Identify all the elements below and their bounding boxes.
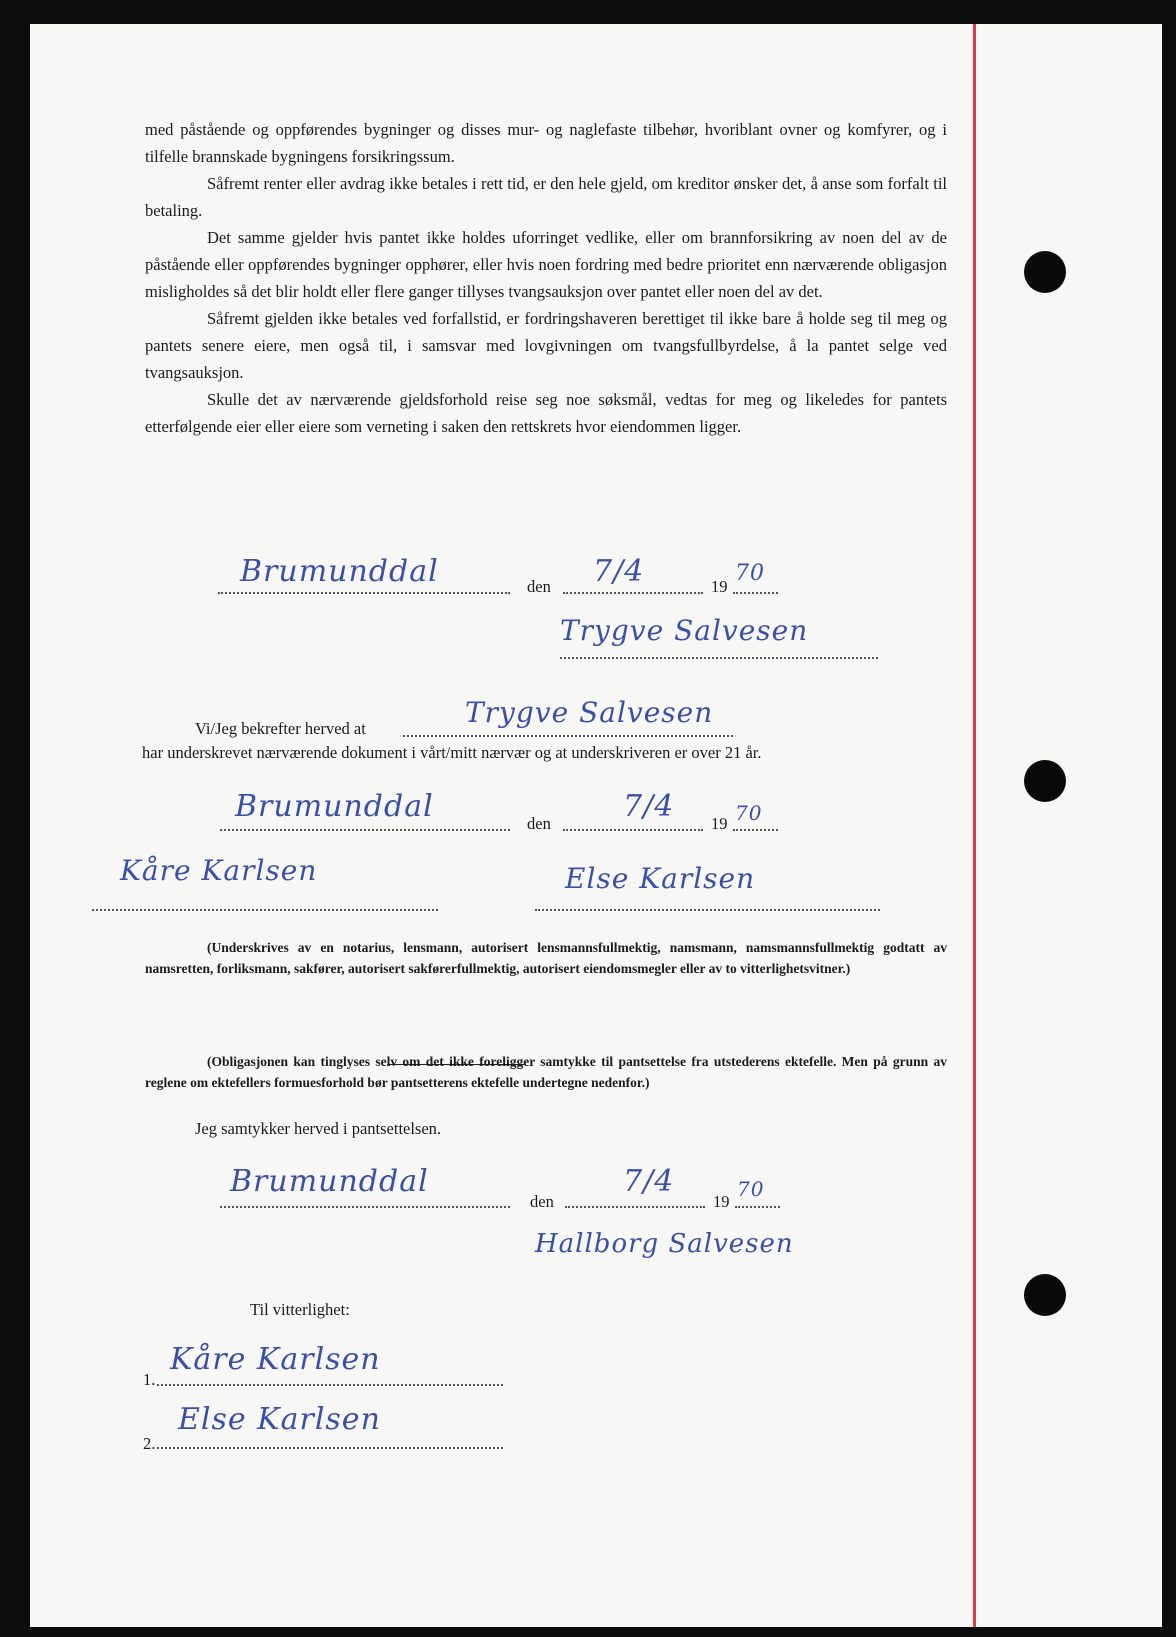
witness-number: 1. [143,1370,156,1389]
witness-signature-left: Kåre Karlsen [120,854,318,887]
punch-hole [1024,760,1066,802]
consent-label: Jeg samtykker herved i pantsettelsen. [195,1119,442,1138]
signature: Trygve Salvesen [560,614,809,647]
note-text: (Underskrives av en notarius, lensmann, autorisert lensmannsfullmektig, namsmann, namsmannsfullmektig godtatt av namsretten, forliksmann, sakfører, autorisert sakførerfullmektig, autorisert eiendomsmegler eller av to vitterlighetsvitner.) [145,940,947,976]
year-prefix: 19 [711,577,728,596]
paragraph: Såfremt renter eller avdrag ikke betales i rett tid, er den hele gjeld, om kreditor ønsker det, å anse som forfalt til betaling. [145,174,947,220]
consent-signature: Hallborg Salvesen [535,1229,794,1259]
witness-title: Til vitterlighet: [250,1300,350,1319]
document-page [30,24,1162,1627]
year-prefix: 19 [711,814,728,833]
year-handwritten: 70 [735,561,765,586]
signature-line [560,657,878,659]
confirm-text: har underskrevet nærværende dokument i vårt/mitt nærvær og at underskriveren er over 21 år. [142,743,762,762]
date-handwritten: 7/4 [623,789,675,824]
paragraph: Skulle det av nærværende gjeldsforhold reise seg noe søksmål, vedtas for meg og likeledes for pantets etterfølgende eier eller eiere som verneting i saken den rettskrets hvor eiendommen ligger. [145,390,947,436]
confirm-name-handwritten: Trygve Salvesen [465,696,714,729]
year-line [733,829,778,831]
confirm-name-line [403,735,733,737]
place-handwritten: Brumunddal [235,789,434,824]
witness-number: 2. [143,1434,156,1453]
date-handwritten: 7/4 [623,1164,675,1199]
confirm-label: Vi/Jeg bekrefter herved at [195,719,366,738]
den-label: den [530,1192,554,1211]
paragraph: Såfremt gjelden ikke betales ved forfallstid, er fordringshaveren berettiget til ikke bare å holde seg til meg og pantets senere eiere, men også til, i samsvar med lovgivningen om tvangsfullbyrdelse, å la pantet selge ved tvangsauksjon. [145,309,947,382]
year-prefix: 19 [713,1192,730,1211]
witness-signature: Kåre Karlsen [170,1342,381,1377]
note-text: (Obligasjonen kan tinglyses selv om det ikke foreligger samtykke til pantsettelse fra utstederens ektefelle. Men på grunn av reglene om ektefellers formuesforhold bør pantsetterens ektefelle undertegne nedenfor.) [145,1054,947,1090]
year-line [735,1206,780,1208]
year-line [733,592,778,594]
paragraph: med påstående og oppførendes bygninger og disses mur- og naglefaste tilbehør, hvoriblant ovner og komfyrer, og i tilfelle brannskade bygningens forsikringssum. [145,120,947,166]
paragraph: Det samme gjelder hvis pantet ikke holdes uforringet vedlike, eller om brannforsikring av noen del av de påstående eller oppførendes bygninger opphører, eller hvis noen fordring med bedre prioritet enn nærværende obligasjon misligholdes så det blir holdt eller flere ganger tillyses tvangsauksjon over pantet eller noen del av det. [145,228,947,301]
place-handwritten: Brumunddal [230,1164,429,1199]
den-label: den [527,814,551,833]
body-text [145,116,947,440]
spouse-note [145,1051,947,1093]
date-handwritten: 7/4 [593,554,645,589]
date-line [565,1206,705,1208]
place-line [218,592,510,594]
witness-signature-right: Else Karlsen [565,862,756,895]
witness-line [157,1447,503,1449]
date-line [563,829,703,831]
year-handwritten: 70 [735,801,763,825]
notary-note [145,937,947,979]
margin-red-line [973,24,976,1627]
signature-line [535,909,880,911]
year-handwritten: 70 [737,1177,765,1201]
witness-line [157,1384,503,1386]
witness-signature: Else Karlsen [178,1402,381,1437]
punch-hole [1024,251,1066,293]
signature-line [92,909,438,911]
date-line [563,592,703,594]
punch-hole [1024,1274,1066,1316]
place-line [220,829,510,831]
den-label: den [527,577,551,596]
place-line [220,1206,510,1208]
place-handwritten: Brumunddal [240,554,439,589]
